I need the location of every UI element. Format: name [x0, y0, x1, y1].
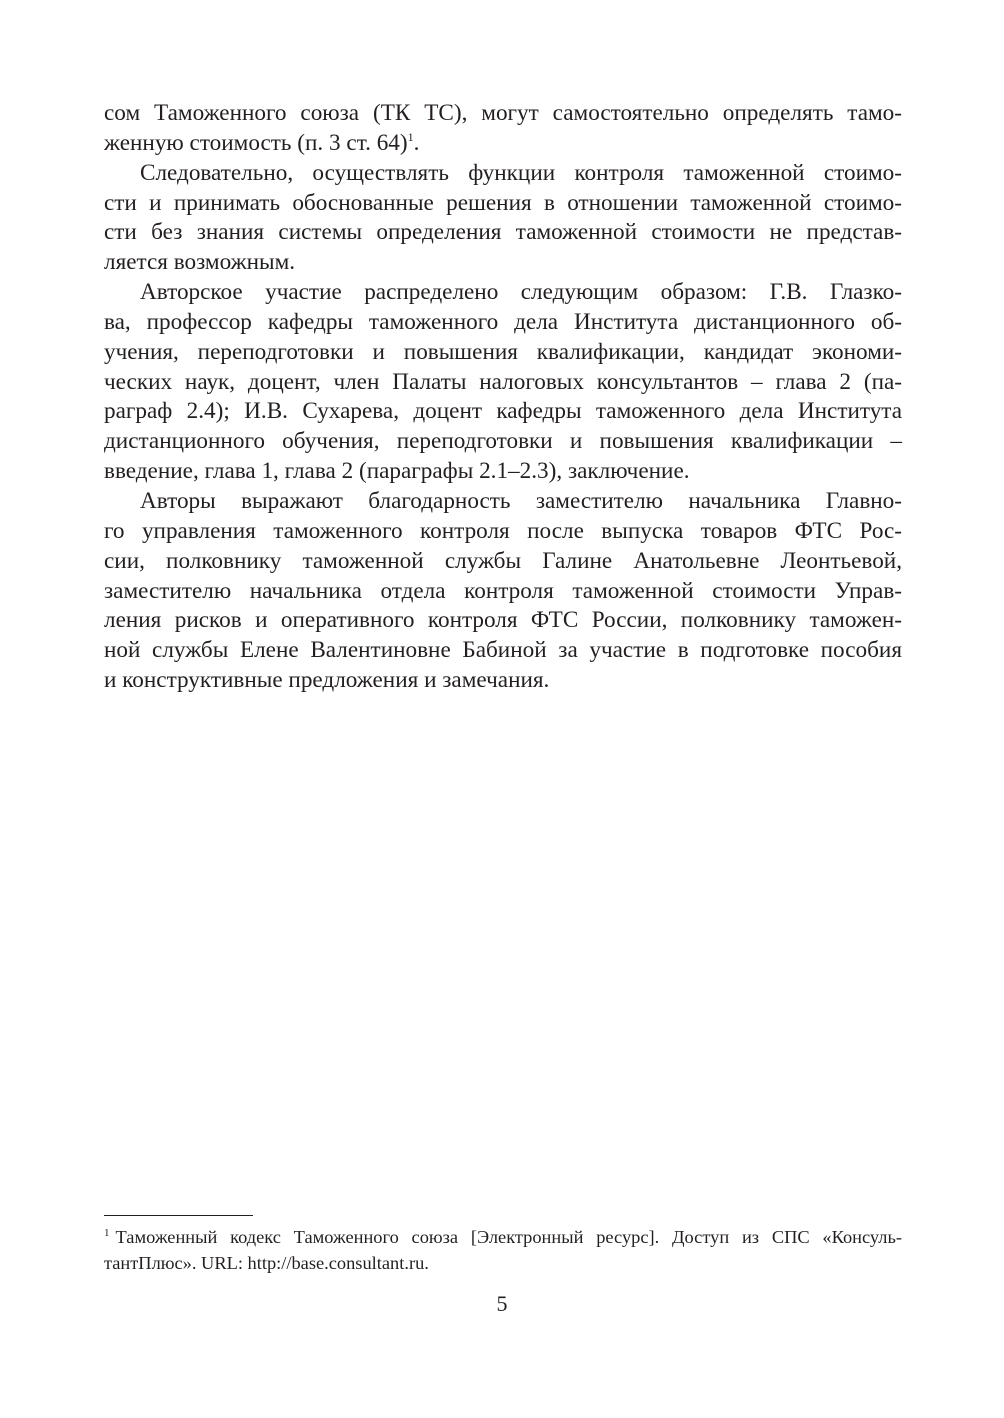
- text-line: ческих наук, доцент, член Палаты налоговых консультантов – глава 2 (па-: [104, 368, 902, 395]
- text-line: сти без знания системы определения таможенной стоимости не представ-: [104, 219, 902, 246]
- text-line: раграф 2.4); И.В. Сухарева, доцент кафедры таможенного дела Института: [104, 398, 902, 425]
- text-line: и конструктивные предложения и замечания.: [104, 667, 550, 694]
- text-line: сти и принимать обоснованные решения в отношении таможенной стоимо-: [104, 189, 902, 216]
- text-line: Следовательно, осуществлять функции контроля таможенной стоимо-: [140, 159, 902, 186]
- paragraph-acknowledgements: [104, 487, 902, 696]
- text-fragment: женную стоимость (п. 3 ст. 64): [104, 129, 408, 156]
- footnote-line: [104, 1224, 902, 1250]
- text-line: Авторы выражают благодарность заместителю начальника Главно-: [140, 487, 902, 514]
- text-line: ной службы Елене Валентиновне Бабиной за участие в подготовке пособия: [104, 637, 902, 664]
- text-line: ляется возможным.: [104, 249, 296, 276]
- page-number: 5: [496, 1291, 508, 1316]
- paragraph-continuation: [104, 99, 902, 159]
- footnote-line: тантПлюс». URL: http://base.consultant.ru.: [104, 1253, 429, 1273]
- text-line: го управления таможенного контроля после выпуска товаров ФТС Рос-: [104, 517, 902, 544]
- footnote: [104, 1224, 902, 1276]
- text-line: ления рисков и оперативного контроля ФТС России, полковнику таможен-: [104, 607, 902, 634]
- footnote-text: Таможенный кодекс Таможенного союза [Электронный ресурс]. Доступ из СПС «Консуль-: [115, 1227, 902, 1247]
- text-line: сии, полковнику таможенной службы Галине Анатольевне Леонтьевой,: [104, 547, 902, 574]
- paragraph-authorship: [104, 278, 902, 487]
- text-fragment: .: [413, 129, 420, 156]
- text-line: заместителю начальника отдела контроля таможенной стоимости Управ-: [104, 577, 902, 604]
- text-line: введение, глава 1, глава 2 (параграфы 2.1–2.3), заключение.: [104, 458, 690, 485]
- text-line: ва, профессор кафедры таможенного дела Института дистанционного об-: [104, 308, 902, 335]
- footnote-mark: 1: [104, 1227, 110, 1239]
- paragraph-consequently: [104, 159, 902, 278]
- text-line: Авторское участие распределено следующим образом: Г.В. Глазко-: [140, 279, 902, 306]
- text-line: сом Таможенного союза (ТК ТС), могут самостоятельно определять тамо-: [104, 100, 902, 126]
- text-line: дистанционного обучения, переподготовки и повышения квалификации –: [104, 428, 902, 455]
- text-line: [104, 129, 902, 159]
- body-text: [104, 99, 902, 696]
- footnote-separator: [104, 1215, 253, 1216]
- text-line: учения, переподготовки и повышения квалификации, кандидат экономи-: [104, 338, 902, 365]
- footnote-reference: 1: [407, 129, 414, 144]
